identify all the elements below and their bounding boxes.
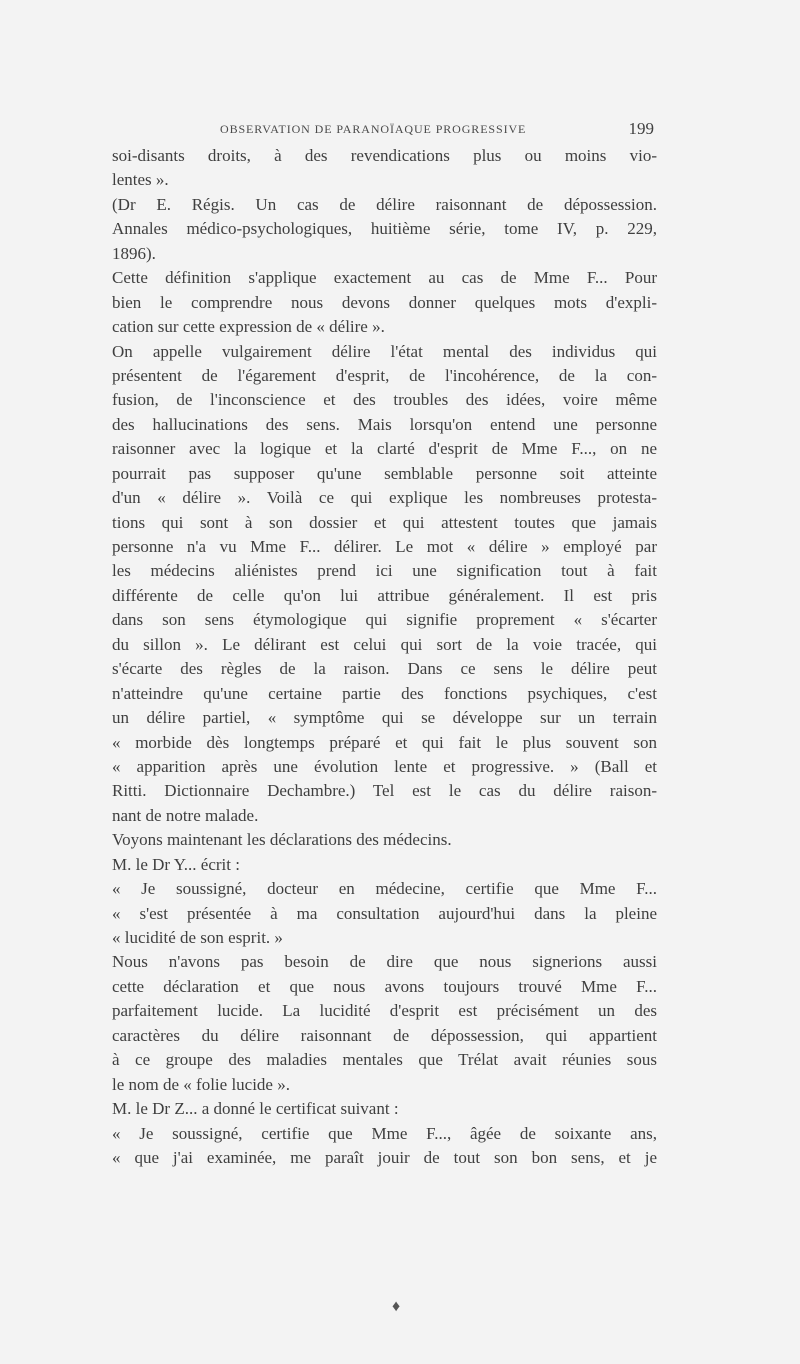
text-line: lentes ».: [112, 170, 169, 190]
text-line: personne n'a vu Mme F... délirer. Le mot « délire » employé par: [112, 537, 657, 556]
page-number: 199: [628, 119, 654, 138]
text-line: « morbide dès longtemps préparé et qui fait le plus souvent son: [112, 732, 657, 752]
text-line: Cette définition s'applique exactement au cas de Mme F... Pour: [112, 268, 657, 288]
running-title: OBSERVATION DE PARANOÏAQUE PROGRESSIVE: [220, 122, 527, 136]
text-line: « que j'ai examinée, me paraît jouir de tout son bon sens, et je: [112, 1147, 657, 1167]
text-line: Ritti. Dictionnaire Dechambre.) Tel est le cas du délire raison-: [112, 781, 657, 801]
text-line: les médecins aliénistes prend ici une signification tout à fait: [112, 561, 657, 581]
text-line: On appelle vulgairement délire l'état mental des individus qui: [112, 341, 657, 361]
text-line: s'écarte des règles de la raison. Dans ce sens le délire peut: [112, 659, 657, 679]
text-line: présentent de l'égarement d'esprit, de l'incohérence, de la con-: [112, 365, 657, 385]
page-header: [110, 119, 670, 142]
text-line: cette déclaration et que nous avons toujours trouvé Mme F...: [112, 976, 657, 996]
text-line: du sillon ». Le délirant est celui qui sort de la voie tracée, qui: [112, 634, 657, 654]
text-line: nant de notre malade.: [112, 805, 259, 825]
footer-mark: ♦: [392, 1298, 401, 1315]
text-line: « s'est présentée à ma consultation aujourd'hui dans la pleine: [112, 903, 657, 923]
text-line: caractères du délire raisonnant de dépossession, qui appartient: [112, 1025, 657, 1045]
text-line: différente de celle qu'on lui attribue généralement. Il est pris: [112, 585, 657, 605]
text-line: cation sur cette expression de « délire ».: [112, 317, 385, 337]
text-line: d'un « délire ». Voilà ce qui explique les nombreuses protesta-: [112, 488, 657, 508]
text-line: 1896).: [112, 243, 156, 263]
text-line: M. le Dr Z... a donné le certificat suivant :: [112, 1099, 399, 1119]
text-line: un délire partiel, « symptôme qui se développe sur un terrain: [112, 708, 657, 728]
text-line: soi-disants droits, à des revendications plus ou moins vio-: [112, 146, 657, 165]
text-line: le nom de « folie lucide ».: [112, 1074, 290, 1094]
text-line: M. le Dr Y... écrit :: [112, 854, 240, 874]
text-line: à ce groupe des maladies mentales que Trélat avait réunies sous: [112, 1050, 657, 1070]
text-line: (Dr E. Régis. Un cas de délire raisonnant de dépossession.: [112, 194, 657, 214]
text-line: fusion, de l'inconscience et des troubles des idées, voire même: [112, 390, 657, 410]
text-line: « Je soussigné, certifie que Mme F..., âgée de soixante ans,: [112, 1123, 657, 1143]
text-line: pourrait pas supposer qu'une semblable personne soit atteinte: [112, 463, 657, 483]
text-line: « lucidité de son esprit. »: [112, 928, 283, 947]
text-line: « Je soussigné, docteur en médecine, certifie que Mme F...: [112, 879, 657, 899]
text-line: tions qui sont à son dossier et qui attestent toutes que jamais: [112, 512, 657, 532]
text-line: « apparition après une évolution lente et progressive. » (Ball et: [112, 756, 657, 776]
text-line: raisonner avec la logique et la clarté d'esprit de Mme F..., on ne: [112, 439, 657, 459]
text-line: n'atteindre qu'une certaine partie des fonctions psychiques, c'est: [112, 683, 657, 703]
body-text: [112, 144, 657, 1170]
text-line: dans son sens étymologique qui signifie proprement « s'écarter: [112, 610, 657, 630]
text-line: bien le comprendre nous devons donner quelques mots d'expli-: [112, 292, 657, 312]
text-line: parfaitement lucide. La lucidité d'esprit est précisément un des: [112, 1001, 657, 1021]
text-line: Nous n'avons pas besoin de dire que nous signerions aussi: [112, 952, 657, 972]
text-line: des hallucinations des sens. Mais lorsqu'on entend une personne: [112, 414, 657, 434]
text-line: Annales médico-psychologiques, huitième série, tome IV, p. 229,: [112, 219, 657, 239]
text-line: Voyons maintenant les déclarations des médecins.: [112, 830, 452, 850]
